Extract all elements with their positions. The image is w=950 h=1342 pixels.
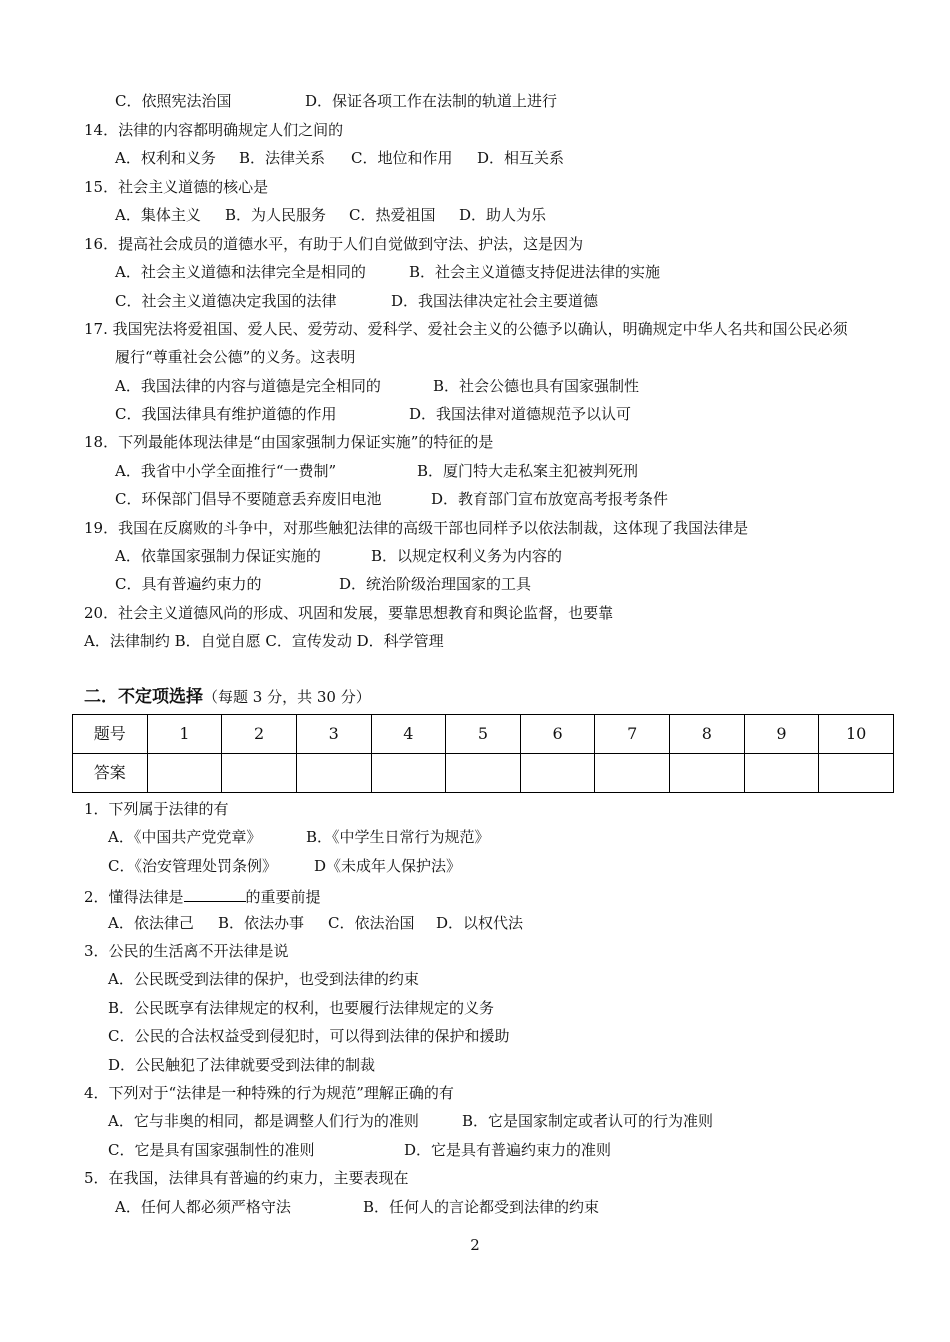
option-d: D．以权代法 <box>436 914 524 932</box>
option-d: D．教育部门宣布放宽高考报考条件 <box>431 490 669 508</box>
option-b: B．它是国家制定或者认可的行为准则 <box>462 1112 714 1130</box>
question-number-cell: 5 <box>446 715 521 754</box>
q17-options-cd <box>115 407 631 422</box>
answer-cell[interactable] <box>296 754 371 793</box>
option-b: B．社会公德也具有国家强制性 <box>433 377 640 395</box>
stem-text: 的重要前提 <box>245 888 321 906</box>
option-d: D《未成年人保护法》 <box>314 857 462 875</box>
section-score-note: （每题 3 分，共 30 分） <box>203 688 371 706</box>
answer-cell[interactable] <box>446 754 521 793</box>
answer-cell[interactable] <box>520 754 595 793</box>
q13-options-cd <box>115 94 557 109</box>
p2-q4-stem: 4．下列对于“法律是一种特殊的行为规范”理解正确的有 <box>84 1084 454 1102</box>
option-c: C．依照宪法治国 <box>115 92 232 110</box>
option-d: D．我国法律决定社会主要道德 <box>391 292 599 310</box>
q18-options-ab <box>115 464 638 479</box>
option-a: A．依法律己 <box>108 914 194 932</box>
option-b: B．法律关系 <box>239 149 326 167</box>
p2-q3-option-c: C．公民的合法权益受到侵犯时，可以得到法律的保护和援助 <box>108 1027 510 1045</box>
section-heading <box>84 689 371 706</box>
option-c: C．它是具有国家强制性的准则 <box>108 1141 315 1159</box>
question-number-cell: 7 <box>595 715 670 754</box>
q20-stem: 20．社会主义道德风尚的形成、巩固和发展，要靠思想教育和舆论监督，也要靠 <box>84 604 614 622</box>
option-a: A．它与非奥的相同，都是调整人们行为的准则 <box>108 1112 419 1130</box>
option-b: B．以规定权利义务为内容的 <box>371 547 563 565</box>
table-row <box>73 715 894 754</box>
option-d: D．相互关系 <box>477 149 565 167</box>
section-title: 二．不定项选择 <box>84 687 203 707</box>
option-c: C．热爱祖国 <box>349 206 436 224</box>
p2-q3-option-b: B．公民既享有法律规定的权利，也要履行法律规定的义务 <box>108 999 495 1017</box>
option-d: D．它是具有普遍约束力的准则 <box>404 1141 612 1159</box>
question-number-cell: 6 <box>520 715 595 754</box>
question-number-cell: 4 <box>371 715 446 754</box>
stem-text: 2．懂得法律是 <box>84 888 184 906</box>
option-b: B．《中学生日常行为规范》 <box>306 828 490 846</box>
option-b: B．厦门特大走私案主犯被判死刑 <box>417 462 639 480</box>
option-c: C．《治安管理处罚条例》 <box>108 857 277 875</box>
question-number-cell: 9 <box>744 715 819 754</box>
q15-options <box>115 208 546 223</box>
q16-options-ab <box>115 265 660 280</box>
p2-q1-stem: 1．下列属于法律的有 <box>84 800 229 818</box>
option-c: C．具有普遍约束力的 <box>115 575 262 593</box>
option-c: C．地位和作用 <box>351 149 453 167</box>
option-a: A．《中国共产党党章》 <box>108 828 262 846</box>
q18-options-cd <box>115 492 668 507</box>
answer-cell[interactable] <box>595 754 670 793</box>
answer-cell[interactable] <box>819 754 894 793</box>
q14-options <box>115 151 564 166</box>
q19-options-ab <box>115 549 562 564</box>
q14-stem: 14．法律的内容都明确规定人们之间的 <box>84 121 344 139</box>
question-number-cell: 3 <box>296 715 371 754</box>
option-c: C．依法治国 <box>328 914 415 932</box>
answer-cell[interactable] <box>371 754 446 793</box>
page-number: 2 <box>470 1236 480 1254</box>
answer-cell[interactable] <box>222 754 297 793</box>
option-c: C．社会主义道德决定我国的法律 <box>115 292 337 310</box>
question-number-cell: 1 <box>147 715 222 754</box>
p2-q2-options <box>108 916 523 931</box>
option-b: B．依法办事 <box>218 914 305 932</box>
p2-q5-stem: 5．在我国，法律具有普遍的约束力，主要表现在 <box>84 1169 409 1187</box>
p2-q2-stem <box>84 887 321 905</box>
option-b: B．任何人的言论都受到法律的约束 <box>363 1198 600 1216</box>
option-a: A．依靠国家强制力保证实施的 <box>115 547 321 565</box>
q17-stem-line2: 履行“尊重社会公德”的义务。这表明 <box>115 348 356 366</box>
option-c: C．我国法律具有维护道德的作用 <box>115 405 337 423</box>
answer-cell[interactable] <box>147 754 222 793</box>
option-d: D．助人为乐 <box>459 206 547 224</box>
option-a: A．集体主义 <box>115 206 201 224</box>
p2-q5-options-ab <box>115 1200 599 1215</box>
option-b: B．为人民服务 <box>225 206 327 224</box>
p2-q1-options-cd <box>108 859 461 874</box>
answer-table <box>72 714 894 793</box>
option-a: A．我省中小学全面推行“一费制” <box>115 462 337 480</box>
answer-cell[interactable] <box>670 754 745 793</box>
option-d: D．保证各项工作在法制的轨道上进行 <box>305 92 558 110</box>
table-row <box>73 754 894 793</box>
option-a: A．任何人都必须严格守法 <box>115 1198 291 1216</box>
q15-stem: 15．社会主义道德的核心是 <box>84 178 269 196</box>
option-d: D．统治阶级治理国家的工具 <box>339 575 532 593</box>
question-number-cell: 10 <box>819 715 894 754</box>
p2-q4-options-cd <box>108 1143 611 1158</box>
p2-q3-stem: 3．公民的生活离不开法律是说 <box>84 942 289 960</box>
p2-q3-option-d: D．公民触犯了法律就要受到法律的制裁 <box>108 1056 376 1074</box>
p2-q1-options-ab <box>108 830 490 845</box>
q18-stem: 18．下列最能体现法律是“由国家强制力保证实施”的特征的是 <box>84 433 494 451</box>
q19-stem: 19．我国在反腐败的斗争中，对那些触犯法律的高级干部也同样予以依法制裁，这体现了我国法律是 <box>84 519 749 537</box>
option-c: C．环保部门倡导不要随意丢弃废旧电池 <box>115 490 382 508</box>
p2-q4-options-ab <box>108 1114 713 1129</box>
p2-q3-option-a: A．公民既受到法律的保护，也受到法律的约束 <box>108 970 419 988</box>
q16-options-cd <box>115 294 598 309</box>
option-a: A．社会主义道德和法律完全是相同的 <box>115 263 366 281</box>
q17-options-ab <box>115 379 639 394</box>
option-b: B．社会主义道德支持促进法律的实施 <box>409 263 661 281</box>
question-number-cell: 2 <box>222 715 297 754</box>
table-header-number: 题号 <box>73 715 148 754</box>
q19-options-cd <box>115 577 531 592</box>
q16-stem: 16．提高社会成员的道德水平，有助于人们自觉做到守法、护法，这是因为 <box>84 235 584 253</box>
fill-in-blank <box>184 887 246 902</box>
option-a: A．权利和义务 <box>115 149 216 167</box>
option-d: D．我国法律对道德规范予以认可 <box>409 405 632 423</box>
question-number-cell: 8 <box>670 715 745 754</box>
q17-stem-line1: 17. 我国宪法将爱祖国、爱人民、爱劳动、爱科学、爱社会主义的公德予以确认，明确规定中华人名共和国公民必须 <box>84 320 848 338</box>
answer-cell[interactable] <box>744 754 819 793</box>
table-header-answer: 答案 <box>73 754 148 793</box>
option-a: A．我国法律的内容与道德是完全相同的 <box>115 377 381 395</box>
q20-options: A．法律制约 B．自觉自愿 C．宣传发动 D．科学管理 <box>84 632 444 650</box>
